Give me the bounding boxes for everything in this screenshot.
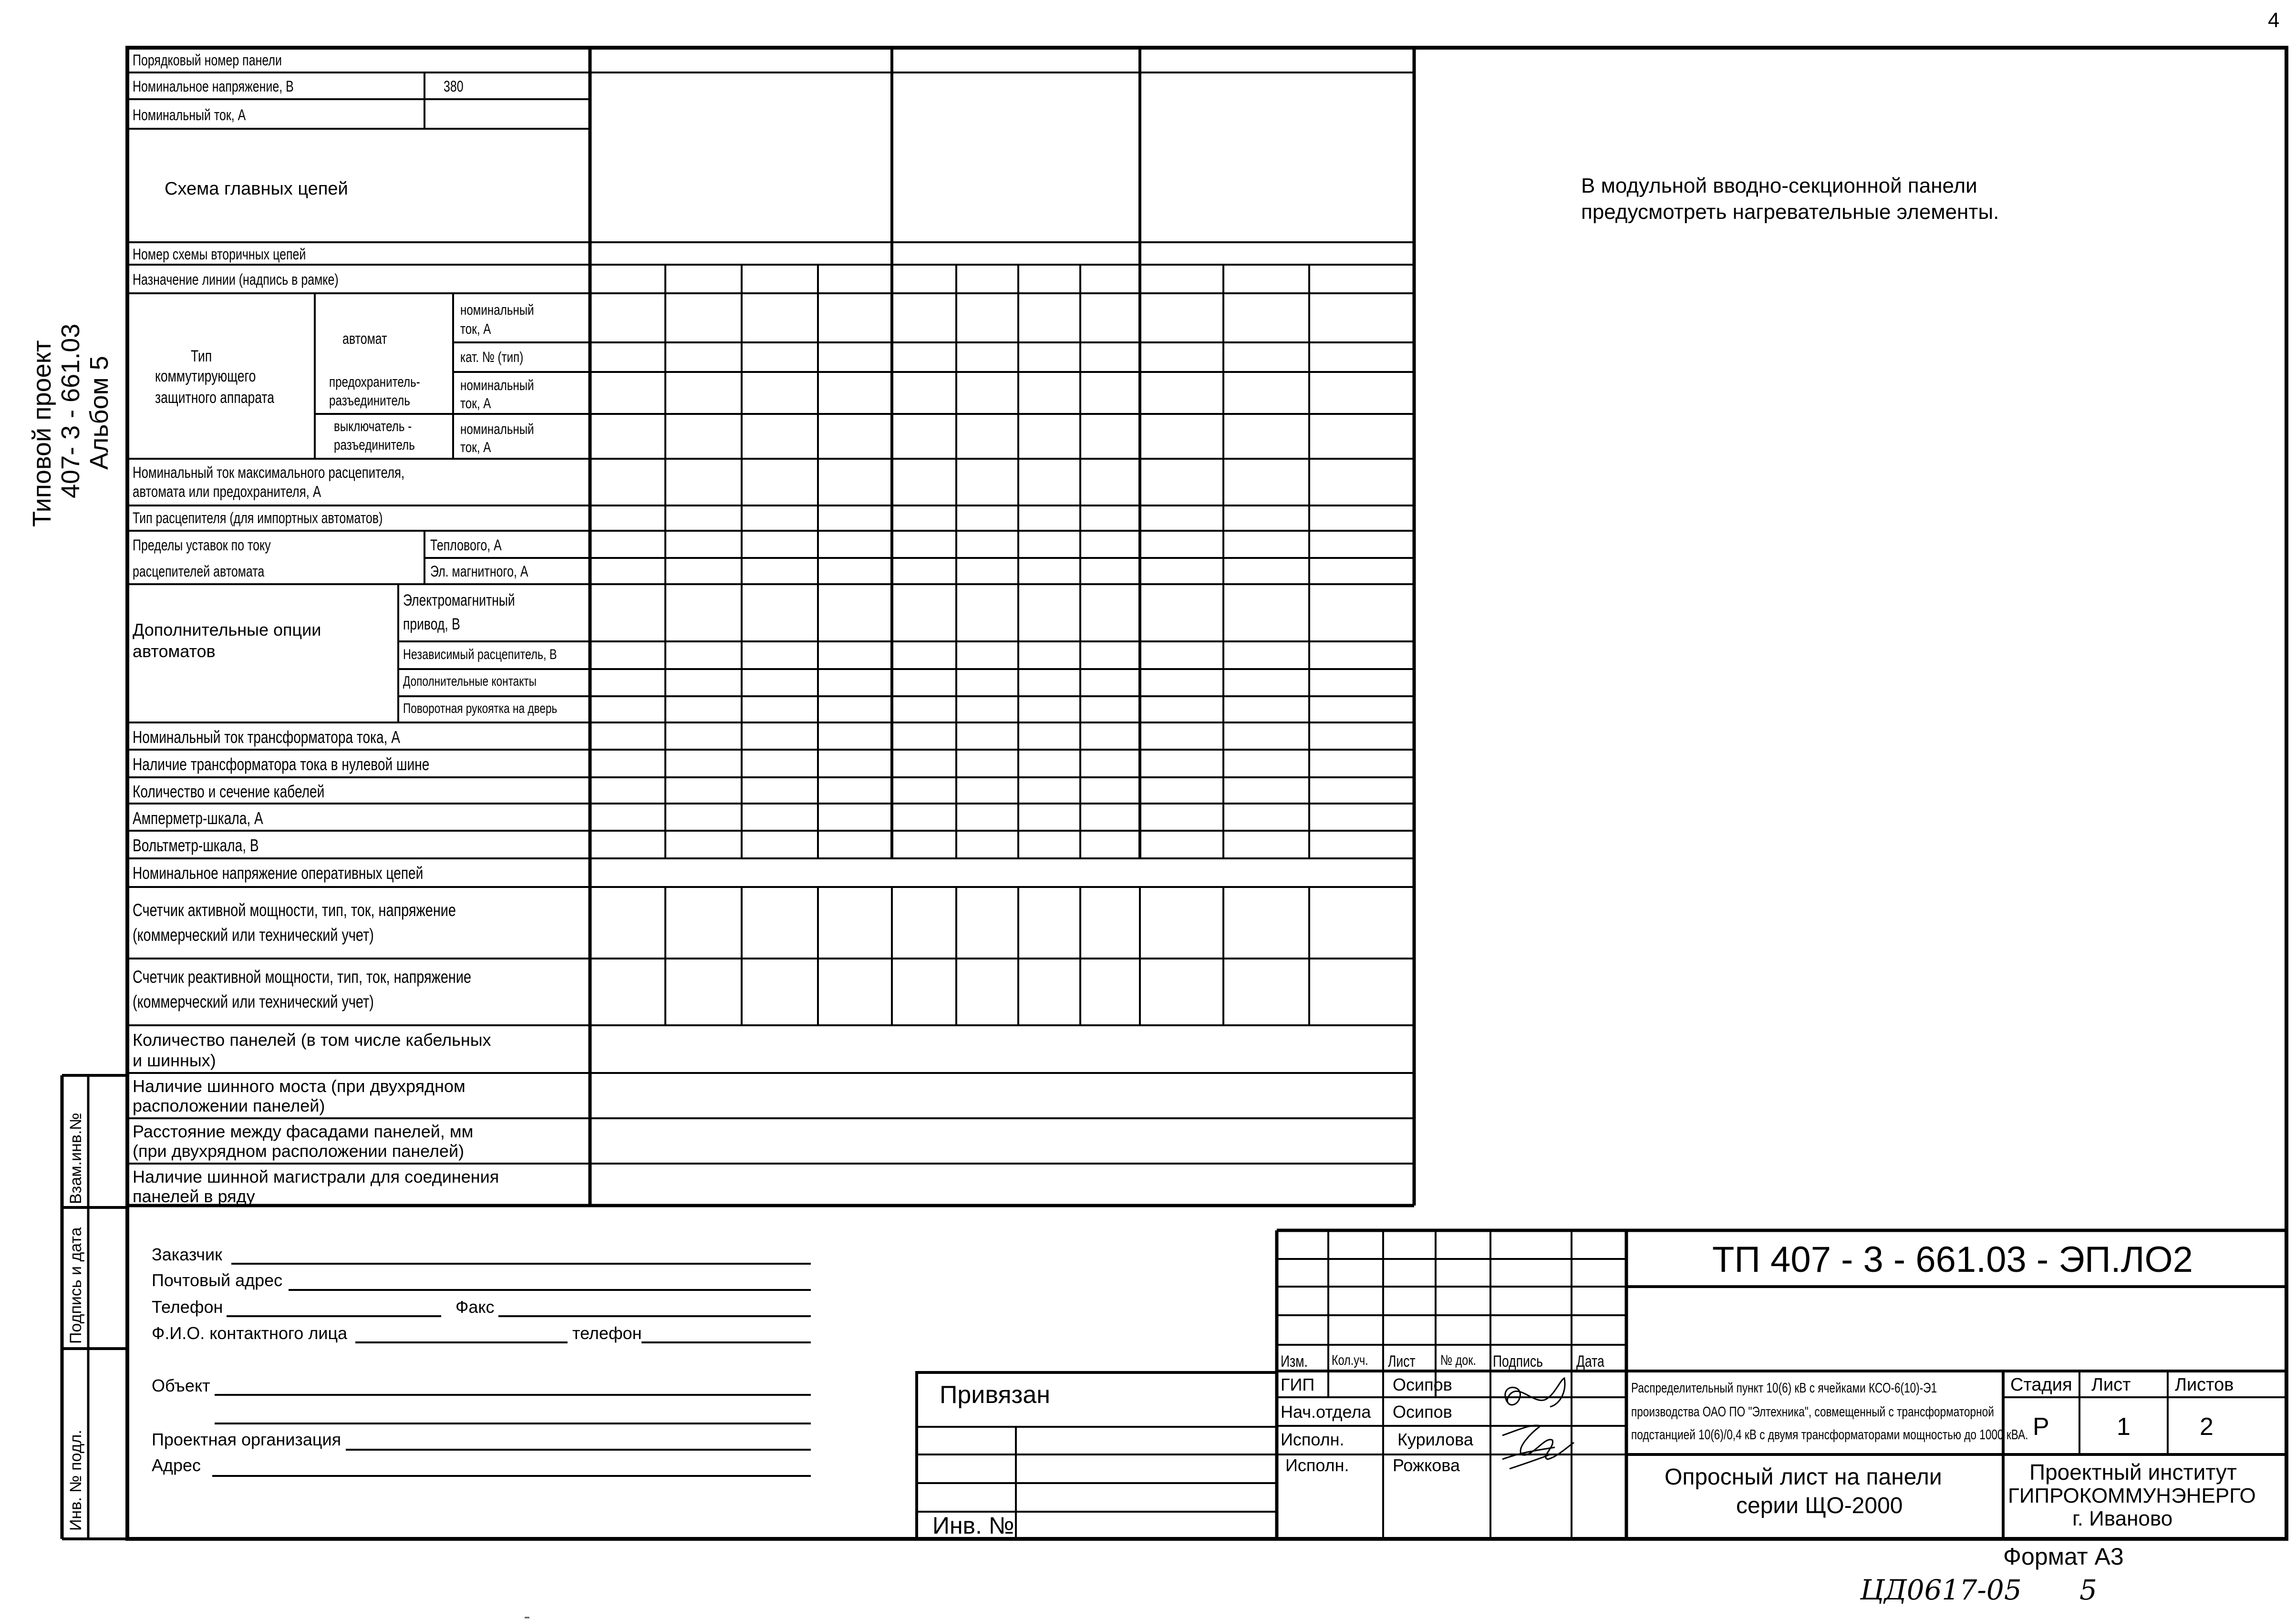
label-customer: Заказчик	[152, 1245, 222, 1264]
label-contact: Ф.И.О. контактного лица	[152, 1323, 348, 1343]
label-shunt: Независимый расцепитель, В	[403, 647, 557, 662]
label-limits-1: Пределы уставок по току	[133, 536, 271, 554]
label-cat-no: кат. № (тип)	[460, 349, 524, 365]
doc-title-line2: серии ЩО-2000	[1736, 1493, 1903, 1518]
stamp-vzam: Взам.инв.№	[67, 1113, 85, 1204]
stamp-podpis: Подпись и дата	[67, 1227, 85, 1344]
label-serial-number: Порядковый номер панели	[133, 52, 282, 69]
org-line3: г. Иваново	[2072, 1507, 2173, 1530]
label-magnetic: Эл. магнитного, А	[430, 563, 528, 580]
label-options-1: Дополнительные опции	[133, 620, 321, 639]
doc-title-line1: Опросный лист на панели	[1665, 1464, 1942, 1490]
label-nom-current-b-2: ток, А	[460, 395, 491, 412]
label-reactive-meter-1: Счетчик реактивной мощности, тип, ток, напряжение	[133, 967, 472, 987]
label-fuse-1: предохранитель-	[329, 373, 420, 390]
label-panel-count-1: Количество панелей (в том числе кабельных	[133, 1030, 491, 1050]
label-voltmeter: Вольтметр-шкала, В	[133, 835, 259, 855]
label-device-type-2: коммутирующего	[155, 367, 256, 385]
label-secondary-scheme: Номер схемы вторичных цепей	[133, 246, 306, 263]
note-line1: В модульной вводно-секционной панели	[1581, 174, 1977, 197]
label-nominal-current: Номинальный ток, А	[133, 106, 246, 124]
side-title-line1: Типовой проект	[28, 340, 56, 527]
role-gip: ГИП	[1281, 1375, 1315, 1394]
note-line2: предусмотреть нагревательные элементы.	[1581, 200, 1999, 224]
label-panel-count-2: и шинных)	[133, 1051, 216, 1070]
label-options-2: автоматов	[133, 641, 216, 661]
label-active-meter-2: (коммерческий или технический учет)	[133, 925, 374, 945]
format-label: Формат А3	[2003, 1543, 2124, 1570]
label-aux-contacts: Дополнительные контакты	[403, 674, 537, 689]
label-nom-current-a-1: номинальный	[460, 301, 534, 318]
label-postal-address: Почтовый адрес	[152, 1270, 283, 1290]
stamp-inv: Инв. № подл.	[67, 1430, 85, 1531]
label-distance-1: Расстояние между фасадами панелей, мм	[133, 1122, 474, 1141]
label-max-release-1: Номинальный ток максимального расцепителя,	[133, 464, 405, 481]
label-main-circuit: Схема главных цепей	[165, 179, 348, 199]
label-em-drive-1: Электромагнитный	[403, 591, 515, 609]
rev-header-signature: Подпись	[1493, 1352, 1543, 1371]
sheets-value: 2	[2200, 1413, 2213, 1441]
label-nominal-voltage: Номинальное напряжение, В	[133, 78, 294, 95]
label-ammeter: Амперметр-шкала, А	[133, 808, 263, 828]
name-4: Рожкова	[1393, 1455, 1460, 1475]
desc-line3: подстанцией 10(6)/0,4 кВ с двумя трансформаторами мощностью до 1000 кВА.	[1631, 1427, 2028, 1443]
sheet-value: 1	[2117, 1413, 2131, 1441]
label-switch-2: разъединитель	[334, 436, 415, 453]
desc-line2: производства ОАО ПО "Элтехника", совмещенный с трансформаторной	[1631, 1404, 1994, 1420]
desc-line1: Распределительный пункт 10(6) кВ с ячейками КСО-6(10)-Э1	[1631, 1381, 1937, 1396]
side-title-line3: Альбом 5	[85, 356, 114, 470]
rev-header-list: Лист	[1388, 1352, 1416, 1371]
label-ct-zero: Наличие трансформатора тока в нулевой шине	[133, 754, 430, 774]
label-ct-current: Номинальный ток трансформатора тока, А	[133, 727, 400, 747]
label-object: Объект	[152, 1376, 210, 1395]
label-cables: Количество и сечение кабелей	[133, 782, 325, 801]
sheets-label: Листов	[2175, 1375, 2234, 1395]
role-head: Нач.отдела	[1281, 1402, 1371, 1422]
value-nominal-voltage: 380	[444, 78, 464, 95]
label-reactive-meter-2: (коммерческий или технический учет)	[133, 992, 374, 1011]
label-address: Адрес	[152, 1455, 201, 1475]
handwritten-page: 5	[2079, 1574, 2097, 1606]
label-bus-bridge-2: расположении панелей)	[133, 1096, 325, 1115]
label-contact-phone: телефон	[572, 1323, 642, 1343]
label-privyazan: Привязан	[940, 1381, 1051, 1409]
label-thermal: Теплового, А	[430, 536, 502, 554]
label-fax: Факс	[455, 1297, 495, 1317]
org-line2: ГИПРОКОММУНЭНЕРГО	[2008, 1484, 2256, 1507]
org-line1: Проектный институт	[2029, 1460, 2237, 1485]
label-trunk-1: Наличие шинной магистрали для соединения	[133, 1167, 499, 1186]
role-exec-1: Исполн.	[1281, 1430, 1345, 1449]
stage-label: Стадия	[2010, 1375, 2072, 1395]
label-phone: Телефон	[152, 1297, 223, 1317]
label-nom-current-c-1: номинальный	[460, 421, 534, 437]
label-bus-bridge-1: Наличие шинного моста (при двухрядном	[133, 1076, 465, 1096]
label-em-drive-2: привод, В	[403, 615, 460, 633]
side-title	[28, 324, 114, 527]
name-3: Курилова	[1397, 1430, 1473, 1449]
stage-value: Р	[2033, 1413, 2049, 1441]
label-inv-no: Инв. №	[932, 1512, 1014, 1539]
rev-header-koluch: Кол.уч.	[1332, 1352, 1368, 1368]
rev-header-doc: № док.	[1440, 1352, 1477, 1368]
page-number: 4	[2268, 9, 2280, 32]
label-fuse-2: разъединитель	[329, 392, 410, 409]
label-nom-current-b-1: номинальный	[460, 377, 534, 393]
role-exec-2: Исполн.	[1285, 1455, 1349, 1475]
label-limits-2: расцепителей автомата	[133, 563, 265, 580]
label-nom-current-c-2: ток, А	[460, 439, 491, 455]
handwritten-number: ЦД0617-05	[1860, 1574, 2022, 1606]
sheet-label: Лист	[2091, 1375, 2131, 1395]
label-line-purpose: Назначение линии (надпись в рамке)	[133, 271, 339, 288]
label-release-type: Тип расцепителя (для импортных автоматов)	[133, 509, 383, 526]
label-handle: Поворотная рукоятка на дверь	[403, 701, 558, 716]
label-automat: автомат	[342, 330, 387, 347]
label-trunk-2: панелей в ряду	[133, 1186, 255, 1206]
label-device-type-1: Тип	[191, 347, 212, 365]
label-op-voltage: Номинальное напряжение оперативных цепей	[133, 863, 424, 883]
label-max-release-2: автомата или предохранителя, А	[133, 483, 321, 500]
label-distance-2: (при двухрядном расположении панелей)	[133, 1141, 465, 1161]
label-design-org: Проектная организация	[152, 1430, 341, 1449]
name-2: Осипов	[1393, 1402, 1452, 1422]
label-nom-current-a-2: ток, А	[460, 320, 491, 337]
rev-header-izm: Изм.	[1281, 1352, 1308, 1371]
label-switch-1: выключатель -	[334, 418, 412, 434]
label-device-type-3: защитного аппарата	[155, 389, 275, 407]
rev-header-date: Дата	[1576, 1352, 1604, 1371]
label-active-meter-1: Счетчик активной мощности, тип, ток, напряжение	[133, 900, 456, 920]
name-1: Осипов	[1393, 1375, 1452, 1394]
document-code: ТП 407 - 3 - 661.03 - ЭП.ЛО2	[1712, 1239, 2193, 1280]
side-title-line2: 407- 3 - 661.03	[56, 323, 85, 498]
